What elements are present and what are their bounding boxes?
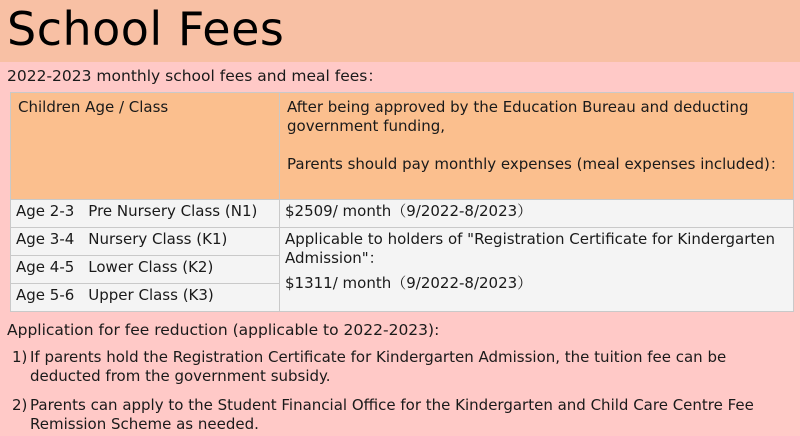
item-text: If parents hold the Registration Certificate for Kindergarten Admission, the tuition fee can be deducted from the government subsidy. [30,348,727,385]
page-title: School Fees [7,2,285,56]
fee-header [280,93,794,200]
fee-header-line1: After being approved by the Education Bureau and deducting government funding, [287,98,749,135]
item-text: Parents can apply to the Student Financial Office for the Kindergarten and Child Care Centre Fee Remission Scheme as needed. [30,396,754,433]
age-class-cell [11,256,280,284]
list-item [12,396,782,434]
table-row [11,200,794,228]
class-name: Nursery Class (K1) [88,230,228,248]
fee-header-line2: Parents should pay monthly expenses (meal expenses included)： [287,155,785,173]
k-fee: $1311/ month（9/2022-8/2023） [285,274,533,292]
item-number: 1) [12,348,28,366]
age-class-cell [11,228,280,256]
item-number: 2) [12,396,28,414]
age-range: Age 5-6 [16,286,75,304]
class-name: Upper Class (K3) [88,286,214,304]
class-name: Lower Class (K2) [88,258,214,276]
table-row [11,228,794,256]
k-fee-note: Applicable to holders of "Registration Certificate for Kindergarten Admission"： [285,230,776,267]
age-class-cell [11,284,280,312]
fees-intro: 2022-2023 monthly school fees and meal fees： [7,67,383,85]
fees-table [10,92,794,312]
k-fee-cell [280,228,794,312]
reduction-list [12,348,782,434]
title-band [0,0,800,62]
class-name: Pre Nursery Class (N1) [88,202,258,220]
age-range: Age 2-3 [16,202,75,220]
table-header-row [11,93,794,200]
age-range: Age 3-4 [16,230,75,248]
age-class-header: Children Age / Class [11,93,280,200]
n1-fee: $2509/ month（9/2022-8/2023） [285,202,533,220]
n1-fee-cell [280,200,794,228]
age-range: Age 4-5 [16,258,75,276]
age-class-cell [11,200,280,228]
reduction-title: Application for fee reduction (applicable to 2022-2023): [7,321,440,339]
list-item [12,348,782,386]
